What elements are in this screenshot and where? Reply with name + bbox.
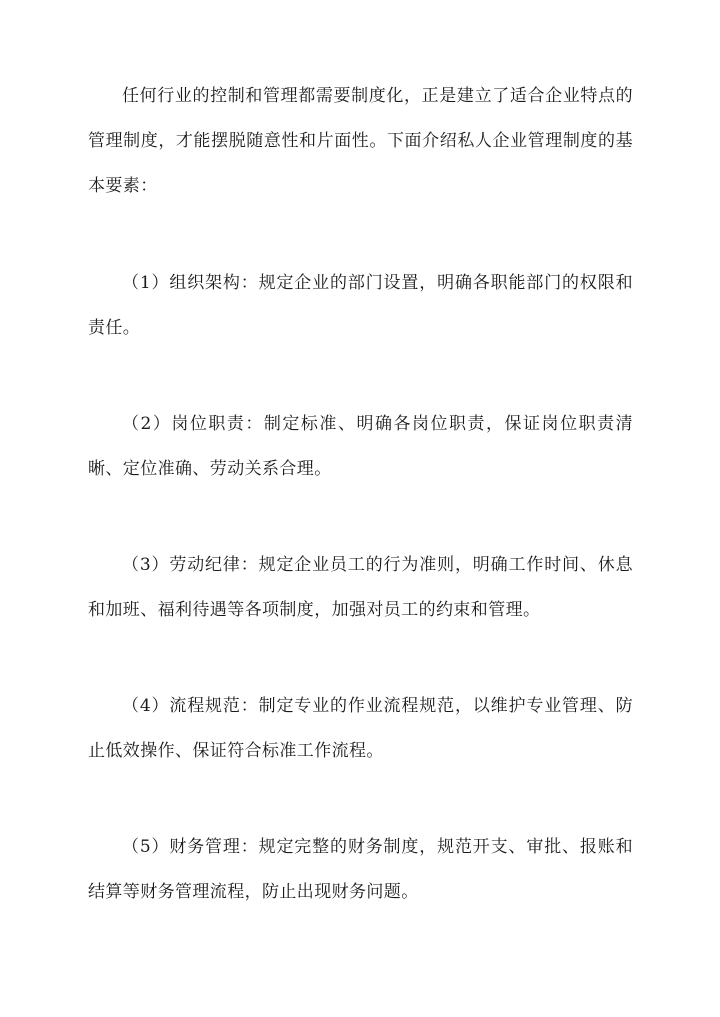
item-financial-management: （5）财务管理：规定完整的财务制度，规范开支、审批、报账和结算等财务管理流程，防止出现财务问题。 [88,837,633,902]
item-labor-discipline: （3）劳动纪律：规定企业员工的行为准则，明确工作时间、休息和加班、福利待遇等各项制度，加强对员工的约束和管理。 [88,555,633,620]
intro-paragraph: 任何行业的控制和管理都需要制度化，正是建立了适合企业特点的管理制度，才能摆脱随意性和片面性。下面介绍私人企业管理制度的基本要素： [88,86,633,196]
item-process-standards: （4）流程规范：制定专业的作业流程规范，以维护专业管理、防止低效操作、保证符合标准工作流程。 [88,696,633,761]
item-organization-structure: （1）组织架构：规定企业的部门设置，明确各职能部门的权限和责任。 [88,273,633,338]
item-job-responsibilities: （2）岗位职责：制定标准、明确各岗位职责，保证岗位职责清晰、定位准确、劳动关系合理。 [88,414,633,479]
